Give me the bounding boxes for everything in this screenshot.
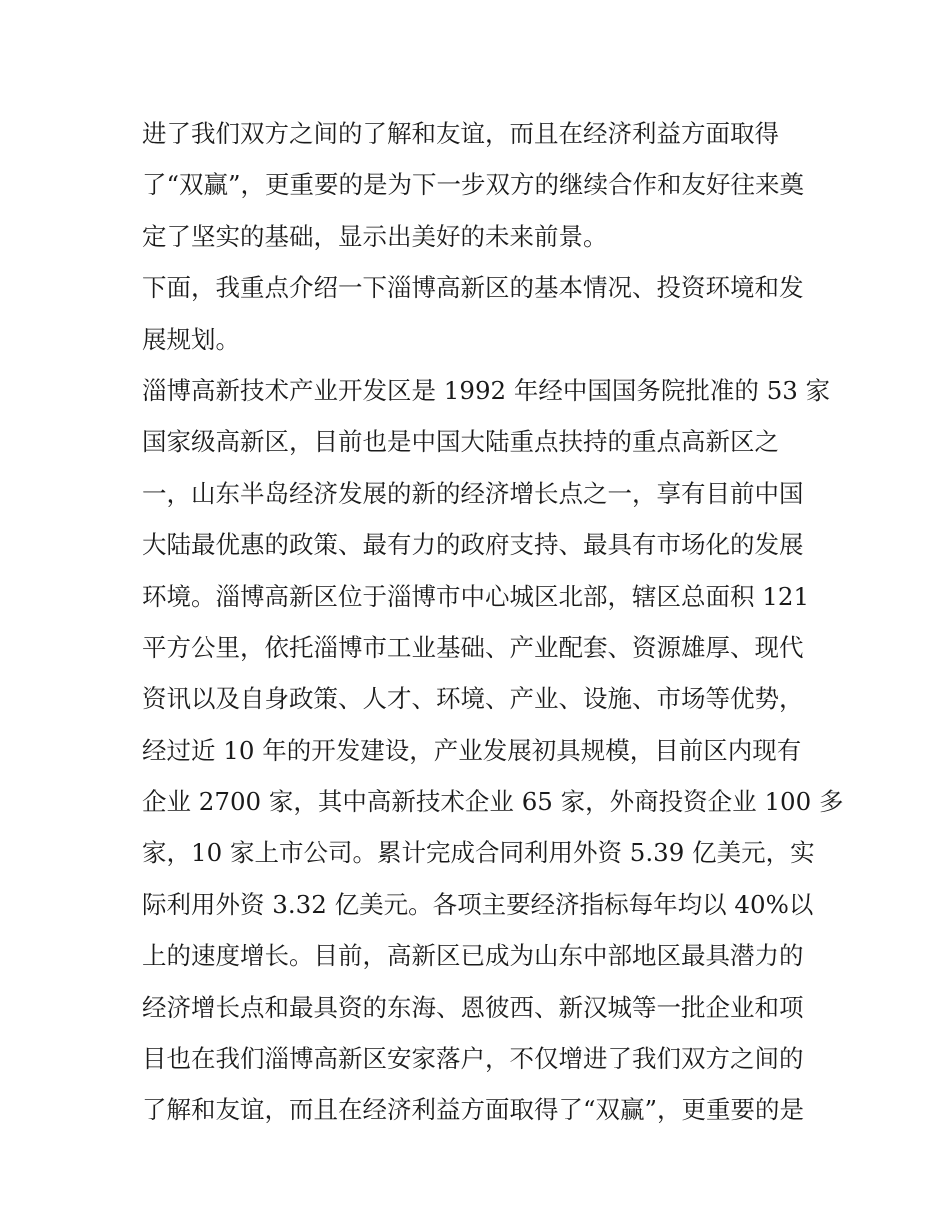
text-line: 经过近 10 年的开发建设，产业发展初具规模，目前区内现有 bbox=[142, 735, 802, 765]
text-line: 了“双赢”，更重要的是为下一步双方的继续合作和友好往来奠 bbox=[142, 170, 805, 200]
text-line: 经济增长点和最具资的东海、恩彼西、新汉城等一批企业和项 bbox=[142, 992, 804, 1022]
text-line: 上的速度增长。目前，高新区已成为山东中部地区最具潜力的 bbox=[142, 941, 804, 971]
text-line: 企业 2700 家，其中高新技术企业 65 家，外商投资企业 100 多 bbox=[142, 787, 844, 817]
text-line: 国家级高新区，目前也是中国大陆重点扶持的重点高新区之 bbox=[142, 427, 779, 457]
text-line: 环境。淄博高新区位于淄博市中心城区北部，辖区总面积 121 bbox=[142, 581, 810, 611]
text-line: 平方公里，依托淄博市工业基础、产业配套、资源雄厚、现代 bbox=[142, 632, 804, 662]
text-line: 淄博高新技术产业开发区是 1992 年经中国国务院批准的 53 家 bbox=[142, 375, 831, 405]
text-line: 定了坚实的基础，显示出美好的未来前景。 bbox=[142, 221, 608, 251]
text-line: 一，山东半岛经济发展的新的经济增长点之一，享有目前中国 bbox=[142, 478, 804, 508]
text-line: 下面，我重点介绍一下淄博高新区的基本情况、投资环境和发 bbox=[142, 273, 804, 303]
text-line: 资讯以及自身政策、人才、环境、产业、设施、市场等优势， bbox=[142, 684, 804, 714]
text-line: 家，10 家上市公司。累计完成合同利用外资 5.39 亿美元，实 bbox=[142, 838, 815, 868]
body-text bbox=[142, 108, 844, 1136]
text-line: 了解和友谊，而且在经济利益方面取得了“双赢”，更重要的是 bbox=[142, 1095, 805, 1125]
text-line: 际利用外资 3.32 亿美元。各项主要经济指标每年均以 40%以 bbox=[142, 889, 814, 919]
text-line: 进了我们双方之间的了解和友谊，而且在经济利益方面取得 bbox=[142, 119, 779, 148]
text-line: 目也在我们淄博高新区安家落户，不仅增进了我们双方之间的 bbox=[142, 1044, 804, 1074]
text-line: 展规划。 bbox=[142, 324, 240, 354]
text-line: 大陆最优惠的政策、最有力的政府支持、最具有市场化的发展 bbox=[142, 530, 804, 560]
